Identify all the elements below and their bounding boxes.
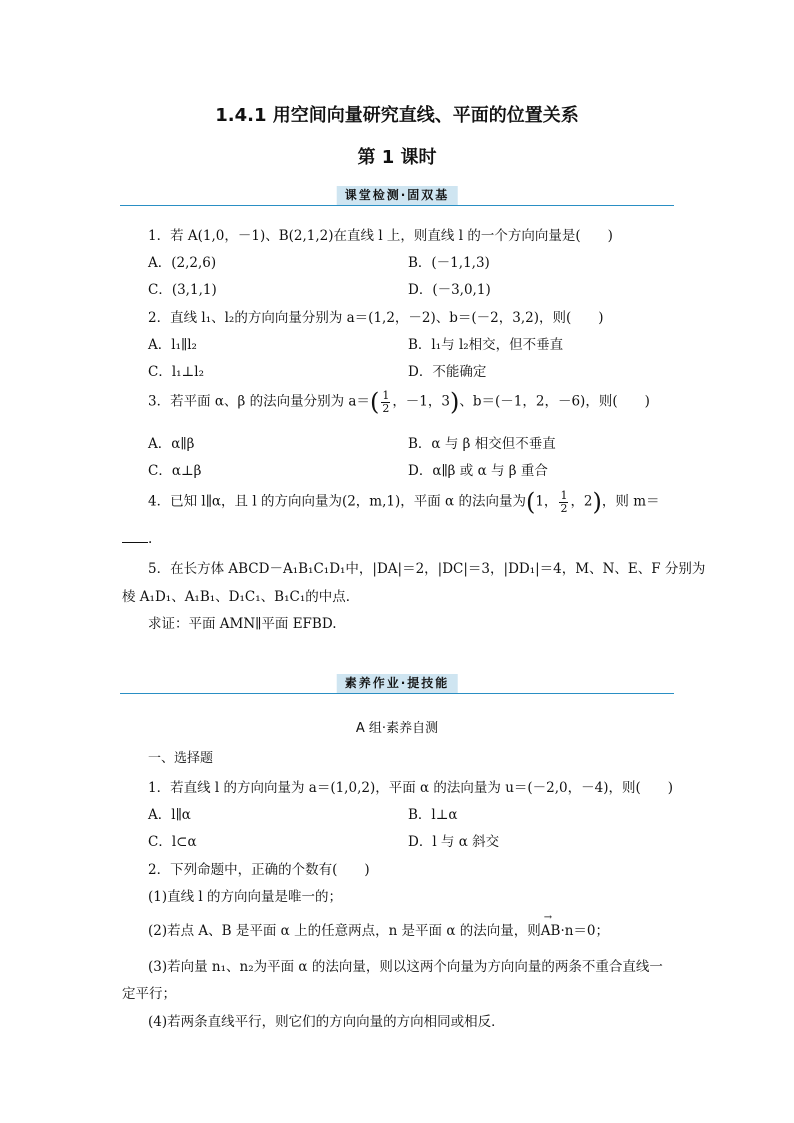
section-heading: 一、选择题 [148,751,214,766]
p2-statement-3-line2: 定平行； [122,986,176,1002]
q2-option-c: C．l₁⊥l₂ [148,364,204,380]
page-title: 1.4.1 用空间向量研究直线、平面的位置关系 [215,105,579,126]
answer-blank [122,532,148,543]
q3-stem-pre: 3．若平面 α、β 的法向量分别为 a＝ [148,393,370,410]
p2-statement-1: (1)直线 l 的方向向量是唯一的； [148,889,343,905]
p1-option-d: D．l 与 α 斜交 [408,834,500,850]
q4-frac-den: 2 [560,501,568,515]
p2-statement-3-line1: (3)若向量 n₁、n₂为平面 α 的法向量，则以这两个向量为方向向量的两条不重合直线一 [148,959,663,975]
close-paren: ) [592,488,602,516]
lesson-subtitle: 第 1 课时 [357,147,437,168]
q3-fraction [381,390,390,415]
open-paren: ( [525,488,536,516]
question-5-line2: 棱 A₁D₁、A₁B₁、D₁C₁、B₁C₁的中点． [122,589,360,605]
group-heading: A 组·素养自测 [355,721,439,736]
q4-stem-post: ，则 m＝ [601,493,660,510]
q4-vec-b: ，2 [570,493,593,510]
question-5-line1: 5．在长方体 ABCD－A₁B₁C₁D₁中，|DA|＝2，|DC|＝3，|DD₁|＝4，M、N、E、F 分别为 [148,561,706,577]
vector-ab: → AB [541,923,561,939]
banner-label: 素养作业·提技能 [337,674,458,693]
banner-label: 课堂检测·固双基 [337,186,458,205]
section-banner-homework [120,674,674,694]
q4-vec-a: 1， [535,493,558,510]
question-3-stem [148,388,650,416]
p1-option-c: C．l⊂α [148,834,197,850]
q3-option-a: A．α∥β [148,436,195,452]
p2-s2-post: ·n＝0； [560,923,610,939]
q2-option-d: D．不能确定 [408,364,487,380]
q4-fraction [559,490,568,515]
q1-option-a: A．(2,2,6) [148,255,217,271]
problem-2-stem: 2．下列命题中，正确的个数有( ) [148,862,370,878]
q2-option-b: B．l₁与 l₂相交，但不垂直 [408,337,564,353]
q2-option-a: A．l₁∥l₂ [148,337,197,353]
q3-option-d: D．α∥β 或 α 与 β 重合 [408,463,548,479]
question-4-stem [148,488,660,516]
q3-frac-den: 2 [382,401,390,415]
question-5-proof: 求证：平面 AMN∥平面 EFBD. [148,616,337,632]
q4-frac-num: 1 [560,488,568,502]
q3-frac-num: 1 [382,388,390,402]
q4-tail: . [148,531,153,547]
question-1-stem: 1．若 A(1,0，－1)、B(2,1,2)在直线 l 上，则直线 l 的一个方向向量是( ) [148,228,613,244]
q4-stem-pre: 4．已知 l∥α，且 l 的方向向量为(2，m,1)，平面 α 的法向量为 [148,493,526,510]
q3-option-b: B．α 与 β 相交但不垂直 [408,436,556,452]
q1-option-c: C．(3,1,1) [148,282,217,298]
problem-1-stem: 1．若直线 l 的方向向量为 a＝(1,0,2)，平面 α 的法向量为 u＝(－2,0，－4)，则( ) [148,780,674,796]
section-banner-classroom [120,186,674,206]
open-paren: ( [369,388,380,416]
q1-option-d: D．(－3,0,1) [408,282,491,298]
q1-option-b: B．(－1,1,3) [408,255,490,271]
close-paren: ) [450,388,460,416]
q4-answer-line [122,531,152,547]
q3-stem-mid: ，－1，3 [392,393,450,410]
p1-option-a: A．l∥α [148,807,191,823]
p2-statement-2 [148,919,609,939]
p2-s2-pre: (2)若点 A、B 是平面 α 上的任意两点，n 是平面 α 的法向量，则 [148,923,541,939]
q3-stem-post: 、b＝(－1，2，－6)，则( ) [459,393,650,410]
p2-statement-4: (4)若两条直线平行，则它们的方向向量的方向相同或相反． [148,1014,505,1030]
p1-option-b: B．l⊥α [408,807,458,823]
q3-option-c: C．α⊥β [148,463,202,479]
question-2-stem: 2．直线 l₁、l₂的方向向量分别为 a＝(1,2，－2)、b＝(－2，3,2)，则( ) [148,310,604,326]
